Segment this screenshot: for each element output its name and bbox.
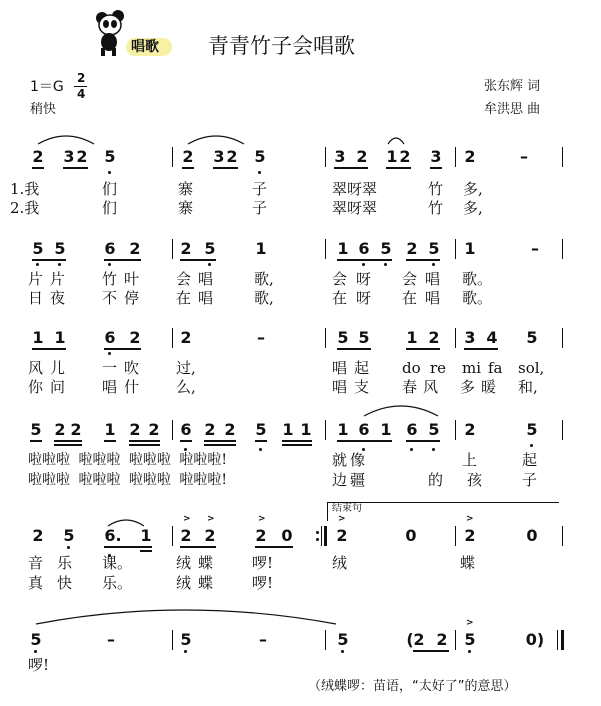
note: 2 [406,239,418,258]
key-signature: 1＝G [30,79,64,95]
note: 5 [428,420,440,439]
song-type-label: 唱歌 [131,39,159,55]
barline [172,147,173,167]
lyric: 子 [522,471,538,489]
lyric: 日夜 [28,289,73,307]
note: 1 [54,328,66,347]
lyric: 上 [462,451,478,469]
lyric: 和, [518,378,538,396]
note: 5 [358,328,370,347]
lyric: 啦啦啦 啦啦啦 啦啦啦 啦啦啦! [28,452,227,468]
beam [430,167,442,169]
beam [180,440,192,442]
beam [334,167,368,169]
ending-label: 结束句 [332,503,362,514]
barline [562,526,563,546]
note: 1 [32,328,44,347]
note: 6 [358,239,370,258]
note: 6 [358,420,370,439]
note: 6 [180,420,192,439]
lyric: 啦啦啦 啦啦啦 啦啦啦 啦啦啦! [28,472,227,488]
note: 1 [464,239,476,258]
note: 2 [399,147,411,166]
note: 5 [63,526,75,545]
note: 1 [337,239,349,258]
lower-octave-dot [36,263,39,266]
lyric: 会唱 [402,270,449,288]
note: – [107,630,115,649]
note: 5 [337,630,349,649]
note: 2 [204,526,216,545]
lyric: 翠呀翠 [332,180,378,198]
note: 1 [282,420,294,439]
accent-mark: > [466,514,474,524]
barline [562,147,563,167]
beam [282,444,312,446]
lyric: 歌, [254,270,274,288]
accent-mark: > [466,618,474,628]
note: 1 [380,420,392,439]
barline [325,630,326,650]
lyric: 啰! [252,554,274,572]
tempo-marking: 稍快 [30,102,57,117]
lyric: 竹 [428,180,444,198]
time-signature-bottom: 4 [77,87,86,101]
lyric: 唱什 [102,378,147,396]
note: ( [406,630,414,649]
barline [455,630,456,650]
barline [455,147,456,167]
note: 1 [300,420,312,439]
tie [34,606,338,626]
beam [406,440,440,442]
lyric: 春风 [402,378,445,396]
note: 2 [180,239,192,258]
lower-octave-dot [432,448,435,451]
lyric: 会呀 [332,270,381,288]
note: 2 [464,147,476,166]
note: 5 [32,239,44,258]
note: 2 [76,147,88,166]
lyric: 风儿 [28,359,73,377]
slur [386,134,406,146]
lyric: 们 [102,180,118,198]
slur [186,132,246,146]
lower-octave-dot [108,263,111,266]
lyric: 竹叶 [102,270,147,288]
note: 1 [337,420,349,439]
lyric: 翠呀翠 [332,199,378,217]
beam [386,167,411,169]
note: 1 [104,420,116,439]
lyric: 乐。 [102,574,133,592]
lyric: 子 [252,180,268,198]
beam [104,440,116,442]
beam [406,348,440,350]
lyric: 音乐 [28,554,87,572]
slur [36,132,96,146]
note: 0 [526,526,538,545]
composer-credit: 牟洪思 曲 [484,102,541,117]
beam [54,444,82,446]
lyric: 啰! [252,574,274,592]
beam [337,440,392,442]
note: 2 [224,420,236,439]
beam [464,348,498,350]
note: 0) [525,630,545,649]
lower-octave-dot [259,448,262,451]
note: 2 [413,630,425,649]
note: 2 [180,328,192,347]
note: 2 [436,630,448,649]
note: 5 [526,328,538,347]
lyric: 多暖 [460,378,503,396]
beam [282,440,312,442]
lower-octave-dot [108,352,111,355]
beam [140,550,152,552]
beam [32,259,66,261]
beam [63,167,88,169]
beam [104,259,141,261]
lyric: 就像 [332,451,369,469]
note: – [259,630,267,649]
note: 3 [63,147,75,166]
lyric: 蝶 [460,554,476,572]
beam [30,440,42,442]
note: 3 [213,147,225,166]
note: 5 [380,239,392,258]
barline [455,526,456,546]
note: 2 [255,526,267,545]
beam [129,440,160,442]
note: 3 [334,147,346,166]
lyric: 2.我 [10,199,40,217]
note: 5 [30,630,42,649]
note: 1 [140,526,152,545]
lyric: 起 [522,451,538,469]
lyric: mi [462,359,482,377]
footnote: （绒蝶啰：苗语，“太好了”的意思） [308,679,517,694]
note: 6 [104,239,116,258]
lyric: 过, [176,359,196,377]
lyric: 不停 [102,289,147,307]
song-title: 青青竹子会唱歌 [208,34,355,58]
lyric: re [430,359,447,377]
beam [255,546,293,548]
lyric: 唱起 [332,359,377,377]
barline [325,239,326,259]
note: 6. [104,526,122,545]
accent-mark: > [338,514,346,524]
note: 3 [464,328,476,347]
lower-octave-dot [58,263,61,266]
lyric: 绒蝶 [176,574,221,592]
lyric: 歌。 [462,270,493,288]
lyric: 么, [176,378,196,396]
barline [562,239,563,259]
note: 2 [32,147,44,166]
panda-icon [88,8,128,62]
lyric: 绒 [332,554,348,572]
beam [54,440,82,442]
lower-octave-dot [468,650,471,653]
note: 2 [148,420,160,439]
lower-octave-dot [410,448,413,451]
barline [172,328,173,348]
lower-octave-dot [34,650,37,653]
barline [172,630,173,650]
barline [562,420,563,440]
lower-octave-dot [184,448,187,451]
slur [362,402,440,418]
lyric: 在唱 [176,289,221,307]
lower-octave-dot [341,650,344,653]
note: 6 [406,420,418,439]
note: 2 [129,420,141,439]
lyric: 多, [463,199,483,217]
lyric: fa [488,359,503,377]
barline [172,239,173,259]
note: 2 [32,526,44,545]
lower-octave-dot [184,650,187,653]
beam [413,650,449,652]
note: 1 [406,328,418,347]
lower-octave-dot [362,263,365,266]
note: 5 [254,147,266,166]
beam [204,440,236,442]
lower-octave-dot [258,171,261,174]
lyric: sol, [518,359,545,377]
note: 5 [428,239,440,258]
beam [180,546,216,548]
note: 1 [386,147,398,166]
lyric: 1.我 [10,180,40,198]
lyric: 多, [463,180,483,198]
accent-mark: > [183,514,191,524]
beam [337,348,371,350]
barline [325,147,326,167]
beam [104,348,141,350]
beam [255,440,267,442]
note: 2 [226,147,238,166]
barline [562,328,563,348]
beam [406,259,440,261]
lyric: 边疆 [332,471,369,489]
lyric: do [402,359,421,377]
lyric: 绒蝶 [176,554,221,572]
lyric: 寨 [178,199,194,217]
beam [204,444,236,446]
beam [180,259,216,261]
note: 5 [464,630,476,649]
barline [172,420,173,440]
note: 2 [129,239,141,258]
note: 2 [182,147,194,166]
note: 5 [204,239,216,258]
note: 5 [180,630,192,649]
lyric: 会唱 [176,270,221,288]
lyric: 歌。 [462,289,493,307]
lower-octave-dot [530,444,533,447]
note: 2 [54,420,66,439]
note: 4 [486,328,498,347]
note: 2 [180,526,192,545]
time-signature-top: 2 [77,71,86,85]
lyric: 片片 [28,270,73,288]
repeat-end-sign [316,526,328,546]
note: 2 [336,526,348,545]
lower-octave-dot [384,263,387,266]
barline [455,328,456,348]
lyric: 课。 [102,554,133,572]
beam [129,444,160,446]
note: 2 [428,328,440,347]
lower-octave-dot [108,171,111,174]
barline [325,420,326,440]
note: 2 [356,147,368,166]
lyric: 一吹 [102,359,147,377]
lyric: 歌, [254,289,274,307]
barline [172,526,173,546]
final-barline [557,630,565,650]
note: 6 [104,328,116,347]
lyric: 子 [252,199,268,217]
note: 2 [464,420,476,439]
accent-mark: > [207,514,215,524]
note: 5 [54,239,66,258]
beam [32,348,66,350]
note: 2 [464,526,476,545]
accent-mark: > [258,514,266,524]
note: 3 [430,147,442,166]
lyric: 寨 [178,180,194,198]
lyric: 真快 [28,574,87,592]
note: 5 [255,420,267,439]
barline [455,239,456,259]
note: 5 [104,147,116,166]
note: 2 [204,420,216,439]
note: 2 [129,328,141,347]
beam [182,167,194,169]
lyricist-credit: 张东辉 词 [484,79,541,94]
lyric: 你问 [28,378,73,396]
lyric: 唱支 [332,378,377,396]
lower-octave-dot [67,546,70,549]
lyric: 的孩 [428,471,507,489]
note: – [520,147,528,166]
note: 5 [337,328,349,347]
barline [455,420,456,440]
lower-octave-dot [208,263,211,266]
beam [213,167,238,169]
lyric: 在呀 [332,289,381,307]
barline [325,328,326,348]
beam [32,167,44,169]
note: 1 [255,239,267,258]
note: – [531,239,539,258]
note: 2 [70,420,82,439]
note: 5 [30,420,42,439]
beam [337,259,392,261]
beam [104,546,152,548]
lyric: 竹 [428,199,444,217]
lyric: 在唱 [402,289,449,307]
lower-octave-dot [432,263,435,266]
note: 0 [281,526,293,545]
note: 0 [405,526,417,545]
lyric: 们 [102,199,118,217]
note: – [257,328,265,347]
note: 5 [526,420,538,439]
lyric: 啰! [28,656,50,674]
